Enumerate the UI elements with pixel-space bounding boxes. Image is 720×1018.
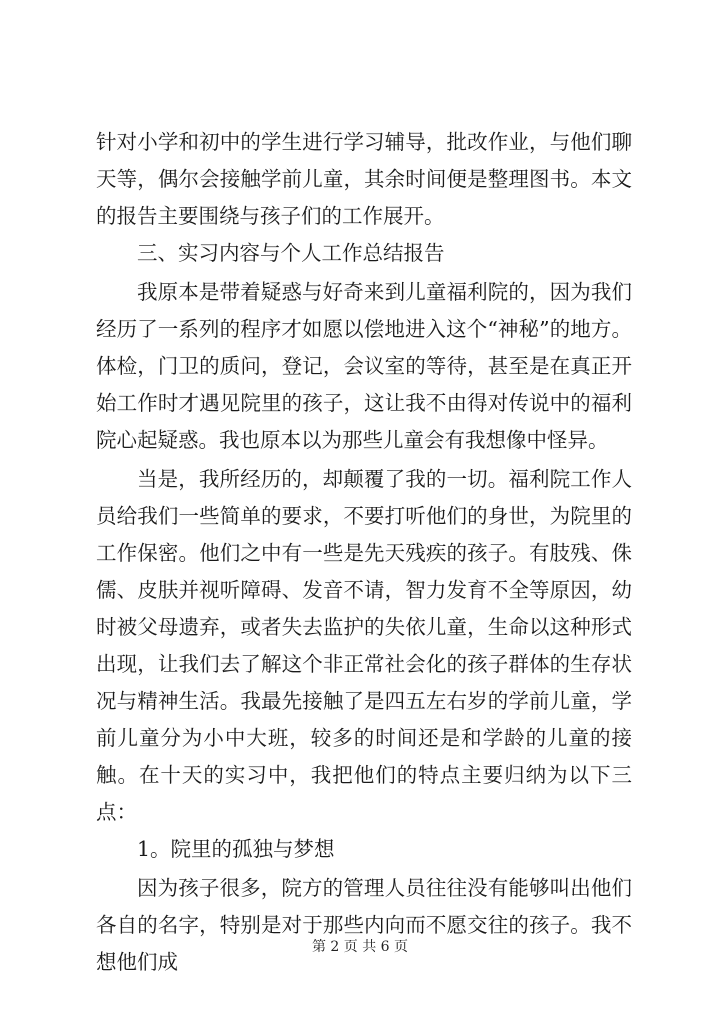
paragraph-experience: 当是，我所经历的，却颠覆了我的一切。福利院工作人员给我们一些简单的要求，不要打听他们的身世，为院里的工作保密。他们之中有一些是先天残疾的孩子。有肢残、侏儒、皮肤并视听障碍、发音不请，智力发育不全等原因，幼时被父母遗弃，或者失去监护的失依儿童，生命以这种形式出现，让我们去了解这个非正常社会化的孩子群体的生存状况与精神生活。我最先接触了是四五左右岁的学前儿童，学前儿童分为小中大班，较多的时间还是和学龄的儿童的接触。在十天的实习中，我把他们的特点主要归纳为以下三点： bbox=[96, 467, 632, 824]
paragraph-tutoring: 针对小学和初中的学生进行学习辅导，批改作业，与他们聊天等，偶尔会接触学前儿童，其余时间便是整理图书。本文的报告主要围绕与孩子们的工作展开。 bbox=[96, 130, 632, 228]
paragraph-names: 因为孩子很多，院方的管理人员往往没有能够叫出他们各自的名字，特别是对于那些内向而不愿交往的孩子。我不想他们成 bbox=[96, 876, 632, 974]
paragraph-arrival: 我原本是带着疑惑与好奇来到儿童福利院的，因为我们经历了一系列的程序才如愿以偿地进入这个“神秘”的地方。体检，门卫的质问，登记，会议室的等待，甚至是在真正开始工作时才遇见院里的孩子，这让我不由得对传说中的福利院心起疑惑。我也原本以为那些儿童会有我想像中怪异。 bbox=[96, 280, 632, 452]
subheading-loneliness-and-dreams: 1。院里的孤独与梦想 bbox=[137, 837, 335, 861]
section-heading-internship-content: 三、实习内容与个人工作总结报告 bbox=[137, 241, 445, 265]
document-body bbox=[96, 124, 632, 981]
page-number-footer: 第 2 页 共 6 页 bbox=[311, 939, 409, 955]
